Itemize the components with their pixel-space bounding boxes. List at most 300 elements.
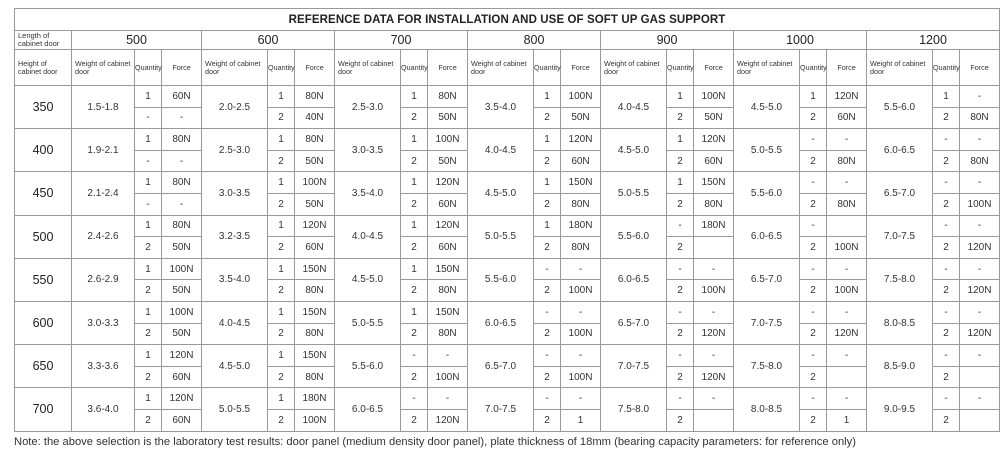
force-value: - bbox=[694, 301, 734, 323]
quantity-label: Quantity bbox=[800, 50, 827, 86]
quantity-value: 1 bbox=[534, 129, 561, 151]
force-value: 80N bbox=[295, 129, 335, 151]
force-value: - bbox=[827, 258, 867, 280]
length-value: 800 bbox=[468, 31, 601, 50]
quantity-value: - bbox=[667, 301, 694, 323]
quantity-value: 1 bbox=[401, 129, 428, 151]
quantity-value: 2 bbox=[800, 193, 827, 215]
force-value: 100N bbox=[694, 280, 734, 302]
force-value: - bbox=[162, 193, 202, 215]
quantity-value: 2 bbox=[268, 107, 295, 129]
quantity-value: 2 bbox=[667, 280, 694, 302]
force-value: 60N bbox=[428, 237, 468, 259]
reference-table-container bbox=[14, 8, 992, 432]
quantity-value: - bbox=[667, 258, 694, 280]
quantity-value: 2 bbox=[135, 237, 162, 259]
column-header-row bbox=[15, 50, 1000, 86]
quantity-value: 2 bbox=[401, 193, 428, 215]
quantity-label: Quantity bbox=[933, 50, 960, 86]
length-row bbox=[15, 31, 1000, 50]
weight-value: 5.0-5.5 bbox=[734, 129, 800, 172]
weight-value: 2.6-2.9 bbox=[72, 258, 135, 301]
weight-value: 3.0-3.3 bbox=[72, 301, 135, 344]
weight-value: 4.5-5.0 bbox=[202, 345, 268, 388]
force-value bbox=[827, 366, 867, 388]
force-value: - bbox=[561, 301, 601, 323]
length-value: 900 bbox=[601, 31, 734, 50]
weight-value: 2.1-2.4 bbox=[72, 172, 135, 215]
table-row bbox=[15, 215, 1000, 237]
force-value: 120N bbox=[694, 129, 734, 151]
quantity-value: 2 bbox=[667, 366, 694, 388]
weight-value: 1.5-1.8 bbox=[72, 86, 135, 129]
table-row bbox=[15, 388, 1000, 410]
force-value: 60N bbox=[295, 237, 335, 259]
quantity-value: - bbox=[667, 388, 694, 410]
force-value: - bbox=[960, 86, 1000, 108]
force-value: 80N bbox=[295, 323, 335, 345]
weight-value: 6.0-6.5 bbox=[601, 258, 667, 301]
force-value: 50N bbox=[295, 150, 335, 172]
quantity-value: 1 bbox=[667, 86, 694, 108]
quantity-value: - bbox=[800, 129, 827, 151]
force-value: 80N bbox=[561, 237, 601, 259]
quantity-value: 2 bbox=[268, 323, 295, 345]
weight-value: 3.2-3.5 bbox=[202, 215, 268, 258]
force-value: 80N bbox=[694, 193, 734, 215]
weight-value: 8.0-8.5 bbox=[867, 301, 933, 344]
table-row bbox=[15, 172, 1000, 194]
quantity-value: - bbox=[534, 258, 561, 280]
force-value: 50N bbox=[162, 323, 202, 345]
force-value: - bbox=[694, 258, 734, 280]
quantity-value: - bbox=[534, 301, 561, 323]
force-value: - bbox=[960, 258, 1000, 280]
force-value: 60N bbox=[694, 150, 734, 172]
force-value: 100N bbox=[295, 172, 335, 194]
force-value: 100N bbox=[162, 258, 202, 280]
force-value: - bbox=[428, 345, 468, 367]
height-value: 550 bbox=[15, 258, 72, 301]
force-value: 80N bbox=[295, 366, 335, 388]
weight-value: 4.5-5.0 bbox=[335, 258, 401, 301]
weight-label: Weight of cabinet door bbox=[468, 50, 534, 86]
quantity-value: 2 bbox=[534, 150, 561, 172]
quantity-value: 2 bbox=[534, 366, 561, 388]
quantity-value: 2 bbox=[268, 280, 295, 302]
force-value: - bbox=[561, 258, 601, 280]
quantity-value: 2 bbox=[268, 193, 295, 215]
force-value: - bbox=[162, 107, 202, 129]
weight-value: 6.5-7.0 bbox=[867, 172, 933, 215]
quantity-value: - bbox=[800, 388, 827, 410]
weight-value: 6.0-6.5 bbox=[468, 301, 534, 344]
quantity-value: - bbox=[933, 172, 960, 194]
quantity-value: - bbox=[135, 150, 162, 172]
length-label: Length of cabinet door bbox=[15, 31, 72, 50]
quantity-value: 1 bbox=[401, 172, 428, 194]
force-value: 100N bbox=[827, 237, 867, 259]
quantity-value: 2 bbox=[800, 366, 827, 388]
weight-value: 8.0-8.5 bbox=[734, 388, 800, 431]
force-label: Force bbox=[827, 50, 867, 86]
height-value: 400 bbox=[15, 129, 72, 172]
quantity-value: 2 bbox=[933, 237, 960, 259]
quantity-value: - bbox=[800, 258, 827, 280]
force-label: Force bbox=[960, 50, 1000, 86]
force-value: 80N bbox=[295, 86, 335, 108]
force-value bbox=[694, 409, 734, 431]
force-value: - bbox=[428, 388, 468, 410]
force-value: - bbox=[827, 388, 867, 410]
force-value: 120N bbox=[162, 388, 202, 410]
quantity-value: 1 bbox=[135, 345, 162, 367]
height-value: 650 bbox=[15, 345, 72, 388]
table-row bbox=[15, 301, 1000, 323]
force-value: 80N bbox=[162, 215, 202, 237]
force-value: 150N bbox=[295, 258, 335, 280]
force-value: 180N bbox=[561, 215, 601, 237]
force-value: 100N bbox=[561, 280, 601, 302]
length-value: 1000 bbox=[734, 31, 867, 50]
force-label: Force bbox=[162, 50, 202, 86]
force-label: Force bbox=[295, 50, 335, 86]
weight-value: 4.5-5.0 bbox=[734, 86, 800, 129]
force-value: - bbox=[162, 150, 202, 172]
force-value bbox=[694, 237, 734, 259]
weight-value: 8.5-9.0 bbox=[867, 345, 933, 388]
force-value: - bbox=[694, 388, 734, 410]
quantity-value: 2 bbox=[800, 237, 827, 259]
force-value: 60N bbox=[827, 107, 867, 129]
quantity-value: - bbox=[933, 345, 960, 367]
weight-value: 4.0-4.5 bbox=[335, 215, 401, 258]
weight-value: 7.5-8.0 bbox=[601, 388, 667, 431]
force-value: 50N bbox=[295, 193, 335, 215]
force-value: 1 bbox=[561, 409, 601, 431]
quantity-value: 2 bbox=[268, 409, 295, 431]
force-value: 100N bbox=[295, 409, 335, 431]
weight-value: 6.5-7.0 bbox=[734, 258, 800, 301]
force-value bbox=[960, 366, 1000, 388]
height-value: 350 bbox=[15, 86, 72, 129]
force-value: 150N bbox=[561, 172, 601, 194]
weight-value: 7.0-7.5 bbox=[601, 345, 667, 388]
force-value: 120N bbox=[960, 280, 1000, 302]
force-value: 40N bbox=[295, 107, 335, 129]
force-value: 120N bbox=[960, 323, 1000, 345]
quantity-value: 1 bbox=[268, 388, 295, 410]
weight-value: 5.5-6.0 bbox=[335, 345, 401, 388]
force-value bbox=[827, 215, 867, 237]
quantity-value: 2 bbox=[534, 107, 561, 129]
quantity-value: 2 bbox=[667, 193, 694, 215]
weight-value: 4.0-4.5 bbox=[601, 86, 667, 129]
weight-label: Weight of cabinet door bbox=[601, 50, 667, 86]
force-value: 100N bbox=[162, 301, 202, 323]
weight-value: 5.5-6.0 bbox=[468, 258, 534, 301]
weight-value: 6.5-7.0 bbox=[601, 301, 667, 344]
title-row bbox=[15, 9, 1000, 31]
quantity-value: - bbox=[800, 172, 827, 194]
weight-value: 5.5-6.0 bbox=[867, 86, 933, 129]
weight-value: 5.0-5.5 bbox=[468, 215, 534, 258]
quantity-value: 2 bbox=[933, 323, 960, 345]
quantity-value: - bbox=[667, 345, 694, 367]
force-value: 120N bbox=[428, 215, 468, 237]
table-title: REFERENCE DATA FOR INSTALLATION AND USE OF SOFT UP GAS SUPPORT bbox=[15, 9, 1000, 31]
force-value: - bbox=[960, 301, 1000, 323]
weight-value: 5.5-6.0 bbox=[601, 215, 667, 258]
force-value bbox=[960, 409, 1000, 431]
quantity-value: - bbox=[667, 215, 694, 237]
weight-value: 4.5-5.0 bbox=[468, 172, 534, 215]
force-value: 150N bbox=[428, 258, 468, 280]
force-label: Force bbox=[561, 50, 601, 86]
force-value: 100N bbox=[561, 323, 601, 345]
force-value: 80N bbox=[960, 107, 1000, 129]
force-label: Force bbox=[694, 50, 734, 86]
weight-value: 2.5-3.0 bbox=[202, 129, 268, 172]
weight-value: 5.0-5.5 bbox=[601, 172, 667, 215]
quantity-value: 2 bbox=[401, 366, 428, 388]
force-value: - bbox=[827, 345, 867, 367]
quantity-value: 2 bbox=[401, 323, 428, 345]
force-value: 150N bbox=[295, 345, 335, 367]
weight-value: 7.5-8.0 bbox=[734, 345, 800, 388]
force-label: Force bbox=[428, 50, 468, 86]
quantity-value: 2 bbox=[800, 323, 827, 345]
quantity-value: 1 bbox=[135, 172, 162, 194]
force-value: 100N bbox=[694, 86, 734, 108]
weight-value: 5.0-5.5 bbox=[335, 301, 401, 344]
quantity-value: 1 bbox=[800, 86, 827, 108]
quantity-value: 2 bbox=[534, 193, 561, 215]
force-value: 50N bbox=[694, 107, 734, 129]
weight-value: 4.0-4.5 bbox=[468, 129, 534, 172]
force-value: 120N bbox=[295, 215, 335, 237]
force-value: 120N bbox=[428, 409, 468, 431]
force-value: 80N bbox=[960, 150, 1000, 172]
force-value: 120N bbox=[694, 366, 734, 388]
force-value: - bbox=[827, 129, 867, 151]
force-value: 80N bbox=[162, 172, 202, 194]
force-value: 180N bbox=[694, 215, 734, 237]
force-value: 80N bbox=[428, 280, 468, 302]
force-value: 60N bbox=[162, 409, 202, 431]
table-row bbox=[15, 129, 1000, 151]
quantity-value: 1 bbox=[933, 86, 960, 108]
height-label: Height of cabinet door bbox=[15, 50, 72, 86]
quantity-label: Quantity bbox=[268, 50, 295, 86]
force-value: 50N bbox=[162, 280, 202, 302]
reference-table bbox=[14, 8, 1000, 432]
quantity-value: 2 bbox=[667, 150, 694, 172]
quantity-value: 1 bbox=[667, 129, 694, 151]
weight-value: 5.0-5.5 bbox=[202, 388, 268, 431]
force-value: 100N bbox=[428, 129, 468, 151]
weight-value: 7.0-7.5 bbox=[468, 388, 534, 431]
quantity-value: 2 bbox=[401, 150, 428, 172]
quantity-value: - bbox=[800, 301, 827, 323]
force-value: - bbox=[827, 301, 867, 323]
quantity-value: 2 bbox=[135, 280, 162, 302]
quantity-label: Quantity bbox=[135, 50, 162, 86]
table-row bbox=[15, 258, 1000, 280]
quantity-value: 1 bbox=[268, 129, 295, 151]
quantity-value: 2 bbox=[800, 280, 827, 302]
force-value: 60N bbox=[162, 366, 202, 388]
quantity-value: - bbox=[800, 215, 827, 237]
force-value: 1 bbox=[827, 409, 867, 431]
weight-label: Weight of cabinet door bbox=[72, 50, 135, 86]
force-value: 100N bbox=[561, 86, 601, 108]
force-value: 120N bbox=[827, 86, 867, 108]
quantity-value: 1 bbox=[268, 345, 295, 367]
quantity-value: 2 bbox=[933, 107, 960, 129]
weight-value: 4.5-5.0 bbox=[601, 129, 667, 172]
quantity-value: 2 bbox=[667, 237, 694, 259]
weight-value: 6.0-6.5 bbox=[867, 129, 933, 172]
weight-value: 1.9-2.1 bbox=[72, 129, 135, 172]
quantity-value: 2 bbox=[268, 237, 295, 259]
weight-value: 3.6-4.0 bbox=[72, 388, 135, 431]
quantity-value: 2 bbox=[401, 280, 428, 302]
force-value: 80N bbox=[827, 150, 867, 172]
weight-value: 3.5-4.0 bbox=[335, 172, 401, 215]
quantity-value: 1 bbox=[135, 301, 162, 323]
quantity-value: 2 bbox=[667, 323, 694, 345]
quantity-value: 1 bbox=[534, 172, 561, 194]
quantity-value: 2 bbox=[534, 237, 561, 259]
force-value: 80N bbox=[428, 323, 468, 345]
force-value: 50N bbox=[428, 150, 468, 172]
quantity-value: 2 bbox=[667, 107, 694, 129]
quantity-value: 2 bbox=[933, 409, 960, 431]
force-value: - bbox=[561, 345, 601, 367]
force-value: - bbox=[960, 129, 1000, 151]
force-value: 120N bbox=[162, 345, 202, 367]
height-value: 450 bbox=[15, 172, 72, 215]
weight-value: 2.0-2.5 bbox=[202, 86, 268, 129]
force-value: - bbox=[561, 388, 601, 410]
footnote: Note: the above selection is the laboratory test results: door panel (medium density door panel), plate thickness of 18mm (bearing capacity parameters: for reference only) bbox=[14, 436, 856, 448]
quantity-value: - bbox=[933, 388, 960, 410]
quantity-value: 1 bbox=[268, 86, 295, 108]
force-value: 100N bbox=[428, 366, 468, 388]
force-value: 150N bbox=[428, 301, 468, 323]
force-value: 50N bbox=[162, 237, 202, 259]
force-value: 50N bbox=[561, 107, 601, 129]
quantity-value: 2 bbox=[800, 150, 827, 172]
quantity-value: 2 bbox=[534, 409, 561, 431]
force-value: 80N bbox=[827, 193, 867, 215]
quantity-value: 2 bbox=[800, 107, 827, 129]
force-value: 50N bbox=[428, 107, 468, 129]
weight-value: 3.0-3.5 bbox=[335, 129, 401, 172]
quantity-value: - bbox=[933, 258, 960, 280]
quantity-value: 1 bbox=[534, 215, 561, 237]
force-value: 100N bbox=[960, 193, 1000, 215]
quantity-label: Quantity bbox=[401, 50, 428, 86]
quantity-value: 2 bbox=[401, 107, 428, 129]
weight-value: 7.5-8.0 bbox=[867, 258, 933, 301]
quantity-value: - bbox=[534, 388, 561, 410]
quantity-value: 1 bbox=[667, 172, 694, 194]
force-value: - bbox=[960, 388, 1000, 410]
force-value: 180N bbox=[295, 388, 335, 410]
weight-value: 3.3-3.6 bbox=[72, 345, 135, 388]
quantity-value: 1 bbox=[401, 258, 428, 280]
weight-value: 6.5-7.0 bbox=[468, 345, 534, 388]
length-value: 600 bbox=[202, 31, 335, 50]
quantity-value: 2 bbox=[135, 323, 162, 345]
quantity-value: - bbox=[135, 193, 162, 215]
quantity-value: 2 bbox=[401, 409, 428, 431]
quantity-value: 2 bbox=[800, 409, 827, 431]
quantity-value: 1 bbox=[401, 301, 428, 323]
force-value: 80N bbox=[162, 129, 202, 151]
force-value: 100N bbox=[561, 366, 601, 388]
quantity-value: 2 bbox=[933, 150, 960, 172]
length-value: 1200 bbox=[867, 31, 1000, 50]
weight-label: Weight of cabinet door bbox=[734, 50, 800, 86]
weight-value: 3.5-4.0 bbox=[468, 86, 534, 129]
height-value: 700 bbox=[15, 388, 72, 431]
weight-label: Weight of cabinet door bbox=[867, 50, 933, 86]
weight-value: 2.5-3.0 bbox=[335, 86, 401, 129]
force-value: 150N bbox=[694, 172, 734, 194]
quantity-value: - bbox=[401, 388, 428, 410]
quantity-value: 2 bbox=[268, 150, 295, 172]
quantity-value: - bbox=[800, 345, 827, 367]
quantity-label: Quantity bbox=[667, 50, 694, 86]
quantity-value: 2 bbox=[933, 193, 960, 215]
force-value: 120N bbox=[694, 323, 734, 345]
weight-value: 7.0-7.5 bbox=[734, 301, 800, 344]
quantity-value: 2 bbox=[534, 323, 561, 345]
quantity-value: 1 bbox=[135, 129, 162, 151]
quantity-value: 2 bbox=[401, 237, 428, 259]
quantity-value: - bbox=[401, 345, 428, 367]
quantity-value: 1 bbox=[135, 86, 162, 108]
quantity-value: 2 bbox=[268, 366, 295, 388]
quantity-value: - bbox=[534, 345, 561, 367]
force-value: 60N bbox=[162, 86, 202, 108]
force-value: - bbox=[827, 172, 867, 194]
quantity-value: 2 bbox=[933, 366, 960, 388]
force-value: 80N bbox=[561, 193, 601, 215]
quantity-label: Quantity bbox=[534, 50, 561, 86]
height-value: 600 bbox=[15, 301, 72, 344]
quantity-value: 1 bbox=[268, 215, 295, 237]
length-value: 700 bbox=[335, 31, 468, 50]
weight-label: Weight of cabinet door bbox=[335, 50, 401, 86]
height-value: 500 bbox=[15, 215, 72, 258]
force-value: - bbox=[694, 345, 734, 367]
quantity-value: 1 bbox=[268, 172, 295, 194]
quantity-value: 2 bbox=[534, 280, 561, 302]
force-value: 60N bbox=[561, 150, 601, 172]
quantity-value: 1 bbox=[135, 215, 162, 237]
quantity-value: 2 bbox=[135, 366, 162, 388]
quantity-value: - bbox=[933, 215, 960, 237]
quantity-value: 1 bbox=[401, 86, 428, 108]
force-value: 80N bbox=[295, 280, 335, 302]
quantity-value: 2 bbox=[667, 409, 694, 431]
weight-value: 5.5-6.0 bbox=[734, 172, 800, 215]
weight-value: 9.0-9.5 bbox=[867, 388, 933, 431]
